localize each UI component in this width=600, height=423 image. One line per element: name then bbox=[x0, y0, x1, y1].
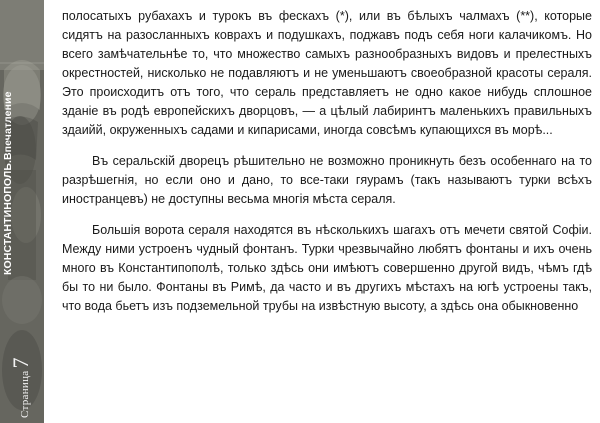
paragraph-1: полосатыхъ рубахахъ и турокъ въ фескахъ (*), или въ бѣлыхъ чалмахъ (**), которые сидятъ на разосланныхъ коврахъ и подушкахъ, поджавъ подъ себя ноги калачикомъ. Но всего замѣчательнѣе то, что множество самыхъ разнообразныхъ видовъ и прелестныхъ окрестностей, нисколько не подавляютъ и не уменьшаютъ своеобразной красоты сераля. Это происходитъ отъ того, что сераль представляетъ не одно какое нибудь сплошное зданіе въ родѣ европейскихъ дворцовъ, — а цѣлый лабиринтъ маленькихъ правильныхъ здаийй, окруженныхъ садами и кипарисами, иногда совсѣмъ купающихся въ морѣ... bbox=[62, 9, 592, 137]
section-title: КОНСТАНТИНОПОЛЬ. bbox=[2, 160, 14, 275]
body-text-column bbox=[62, 7, 592, 328]
page-number-vertical bbox=[8, 358, 34, 418]
decorative-side-strip bbox=[0, 0, 44, 423]
section-subtitle: Впечатление bbox=[2, 91, 14, 160]
paragraph-2: Въ серальскій дворецъ рѣшительно не возможно проникнуть безъ особеннаго на то разрѣшегнія, но если оно и дано, то все-таки гяурамъ (такъ называютъ турки всѣхъ иностранцевъ) не доступны весьма многія мѣста сераля. bbox=[62, 154, 592, 206]
page-word: Страница bbox=[19, 370, 31, 418]
page-number: 7 bbox=[8, 357, 33, 369]
section-title-vertical bbox=[2, 91, 14, 275]
paragraph-3: Большія ворота сераля находятся въ нѣсколькихъ шагахъ отъ мечети святой Софіи. Между ними устроенъ чудный фонтанъ. Турки чрезвычайно любятъ фонтаны и ихъ очень много въ Константипополѣ, только здѣсь они имѣютъ совершенно другой видъ, чѣмъ гдѣ бы то ни было. Фонтаны въ Римѣ, да часто и въ другихъ мѣстахъ на югѣ устроены такъ, что вода бьетъ изъ подземельной трубы на извѣстную высоту, а здѣсь она обыкновенно bbox=[62, 223, 592, 313]
